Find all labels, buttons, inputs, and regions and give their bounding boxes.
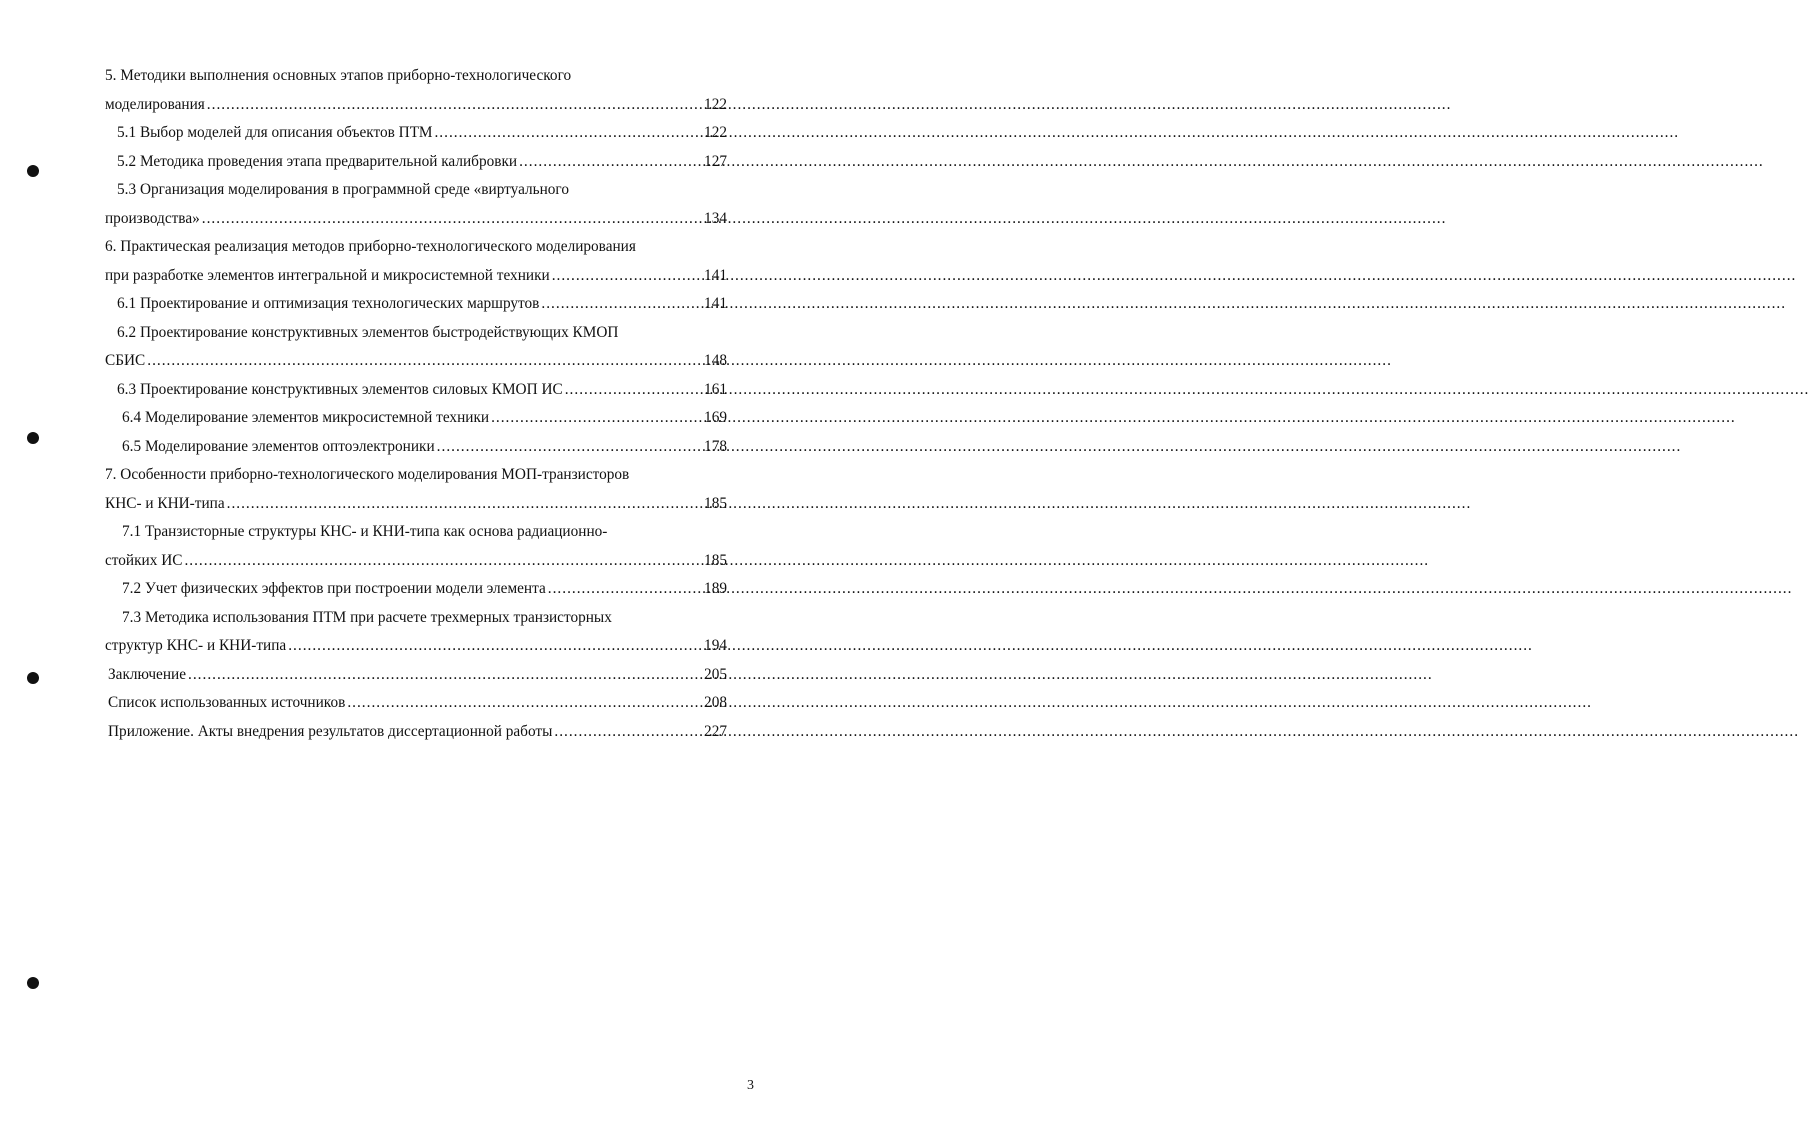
binder-hole-mark (27, 672, 39, 684)
toc-entry-6-4 (105, 404, 727, 433)
toc-page-number: 161 (704, 380, 727, 398)
dot-leader (548, 575, 683, 604)
toc-entry-label: моделирования (105, 95, 205, 113)
toc-page-number: 185 (704, 551, 727, 569)
toc-entry-7-3 (105, 632, 727, 661)
toc-entry-label: 6.4 Моделирование элементов микросистемной техники (122, 409, 490, 426)
toc-entry-5-3-title: 5.3 Организация моделирования в программной среде «виртуального (117, 181, 569, 198)
binder-hole-mark (27, 977, 39, 989)
dot-leader (202, 205, 683, 234)
dot-leader (541, 290, 683, 319)
toc-page-number: 148 (704, 352, 727, 369)
toc-entry-6-2 (105, 347, 727, 376)
toc-entry-label: СБИС (105, 352, 146, 369)
toc-entry-7-title: 7. Особенности приборно-технологического моделирования МОП-транзисторов (105, 466, 630, 483)
dot-leader (565, 376, 683, 405)
toc-entry-label: Список использованных источников (108, 694, 346, 711)
dot-leader (184, 547, 683, 576)
toc-entry-7-1 (105, 547, 727, 576)
toc-entry-label: 5.2 Методика проведения этапа предварительной калибровки (117, 152, 518, 170)
toc-page-number: 208 (704, 694, 727, 711)
toc-page-number: 189 (704, 580, 727, 597)
toc-page-number: 227 (704, 722, 727, 740)
toc-entry-label: 6.1 Проектирование и оптимизация технологических маршрутов (117, 295, 540, 312)
toc-page-number: 178 (704, 437, 727, 455)
toc-page-number: 122 (704, 95, 727, 113)
toc-page-number: 169 (704, 409, 727, 426)
dot-leader (288, 632, 683, 661)
dot-leader (519, 148, 683, 177)
binder-hole-mark (27, 165, 39, 177)
toc-page-number: 134 (704, 209, 727, 227)
toc-entry-label: стойких ИС (105, 551, 183, 569)
toc-page-number: 127 (704, 152, 727, 170)
toc-entry-5-2 (105, 148, 727, 177)
toc-page-number: 194 (704, 637, 727, 654)
toc-entry-conclusion (105, 661, 727, 690)
toc-entry-label: Заключение (108, 665, 187, 683)
document-page (0, 0, 794, 1130)
toc-entry-label: при разработке элементов интегральной и микросистемной техники (105, 266, 550, 284)
table-of-contents (105, 62, 727, 746)
toc-entry-6-3 (105, 376, 727, 405)
dot-leader (207, 91, 683, 120)
toc-entry-7-1-title: 7.1 Транзисторные структуры КНС- и КНИ-типа как основа радиационно- (122, 523, 608, 540)
toc-entry-references (105, 689, 727, 718)
toc-entry-label: 6.5 Моделирование элементов оптоэлектроники (122, 437, 435, 455)
toc-entry-label: КНС- и КНИ-типа (105, 494, 225, 512)
dot-leader (434, 119, 683, 148)
toc-entry-6-title: 6. Практическая реализация методов приборно-технологического моделирования (105, 238, 636, 255)
toc-page-number: 122 (704, 124, 727, 141)
toc-entry-label: производства» (105, 209, 200, 227)
toc-entry-6-5 (105, 433, 727, 462)
dot-leader (554, 718, 683, 747)
toc-entry-label: 7.2 Учет физических эффектов при построении модели элемента (122, 580, 546, 597)
toc-entry-7-2 (105, 575, 727, 604)
dot-leader (147, 347, 683, 376)
dot-leader (188, 661, 683, 690)
toc-entry-label: 6.3 Проектирование конструктивных элементов силовых КМОП ИС (117, 380, 563, 398)
dot-leader (347, 689, 683, 718)
toc-page-number: 205 (704, 665, 727, 683)
toc-entry-label: Приложение. Акты внедрения результатов диссертационной работы (108, 722, 553, 740)
toc-page-number: 185 (704, 494, 727, 512)
toc-entry-appendix (105, 718, 727, 747)
toc-entry-7-3-title: 7.3 Методика использования ПТМ при расчете трехмерных транзисторных (122, 608, 612, 626)
toc-entry-5 (105, 91, 727, 120)
toc-entry-5-3 (105, 205, 727, 234)
toc-entry-7 (105, 490, 727, 519)
toc-entry-6-1 (105, 290, 727, 319)
toc-entry-5-title: 5. Методики выполнения основных этапов приборно-технологического (105, 67, 572, 84)
dot-leader (227, 490, 683, 519)
toc-page-number: 141 (704, 266, 727, 284)
dot-leader (552, 262, 683, 291)
binder-hole-mark (27, 432, 39, 444)
toc-entry-6 (105, 262, 727, 291)
dot-leader (491, 404, 683, 433)
page-number: 3 (747, 1078, 754, 1093)
toc-entry-label: 5.1 Выбор моделей для описания объектов ПТМ (117, 124, 433, 141)
toc-entry-6-2-title: 6.2 Проектирование конструктивных элементов быстродействующих КМОП (117, 323, 619, 341)
toc-page-number: 141 (704, 295, 727, 312)
toc-entry-5-1 (105, 119, 727, 148)
toc-entry-label: структур КНС- и КНИ-типа (105, 637, 287, 654)
dot-leader (437, 433, 683, 462)
